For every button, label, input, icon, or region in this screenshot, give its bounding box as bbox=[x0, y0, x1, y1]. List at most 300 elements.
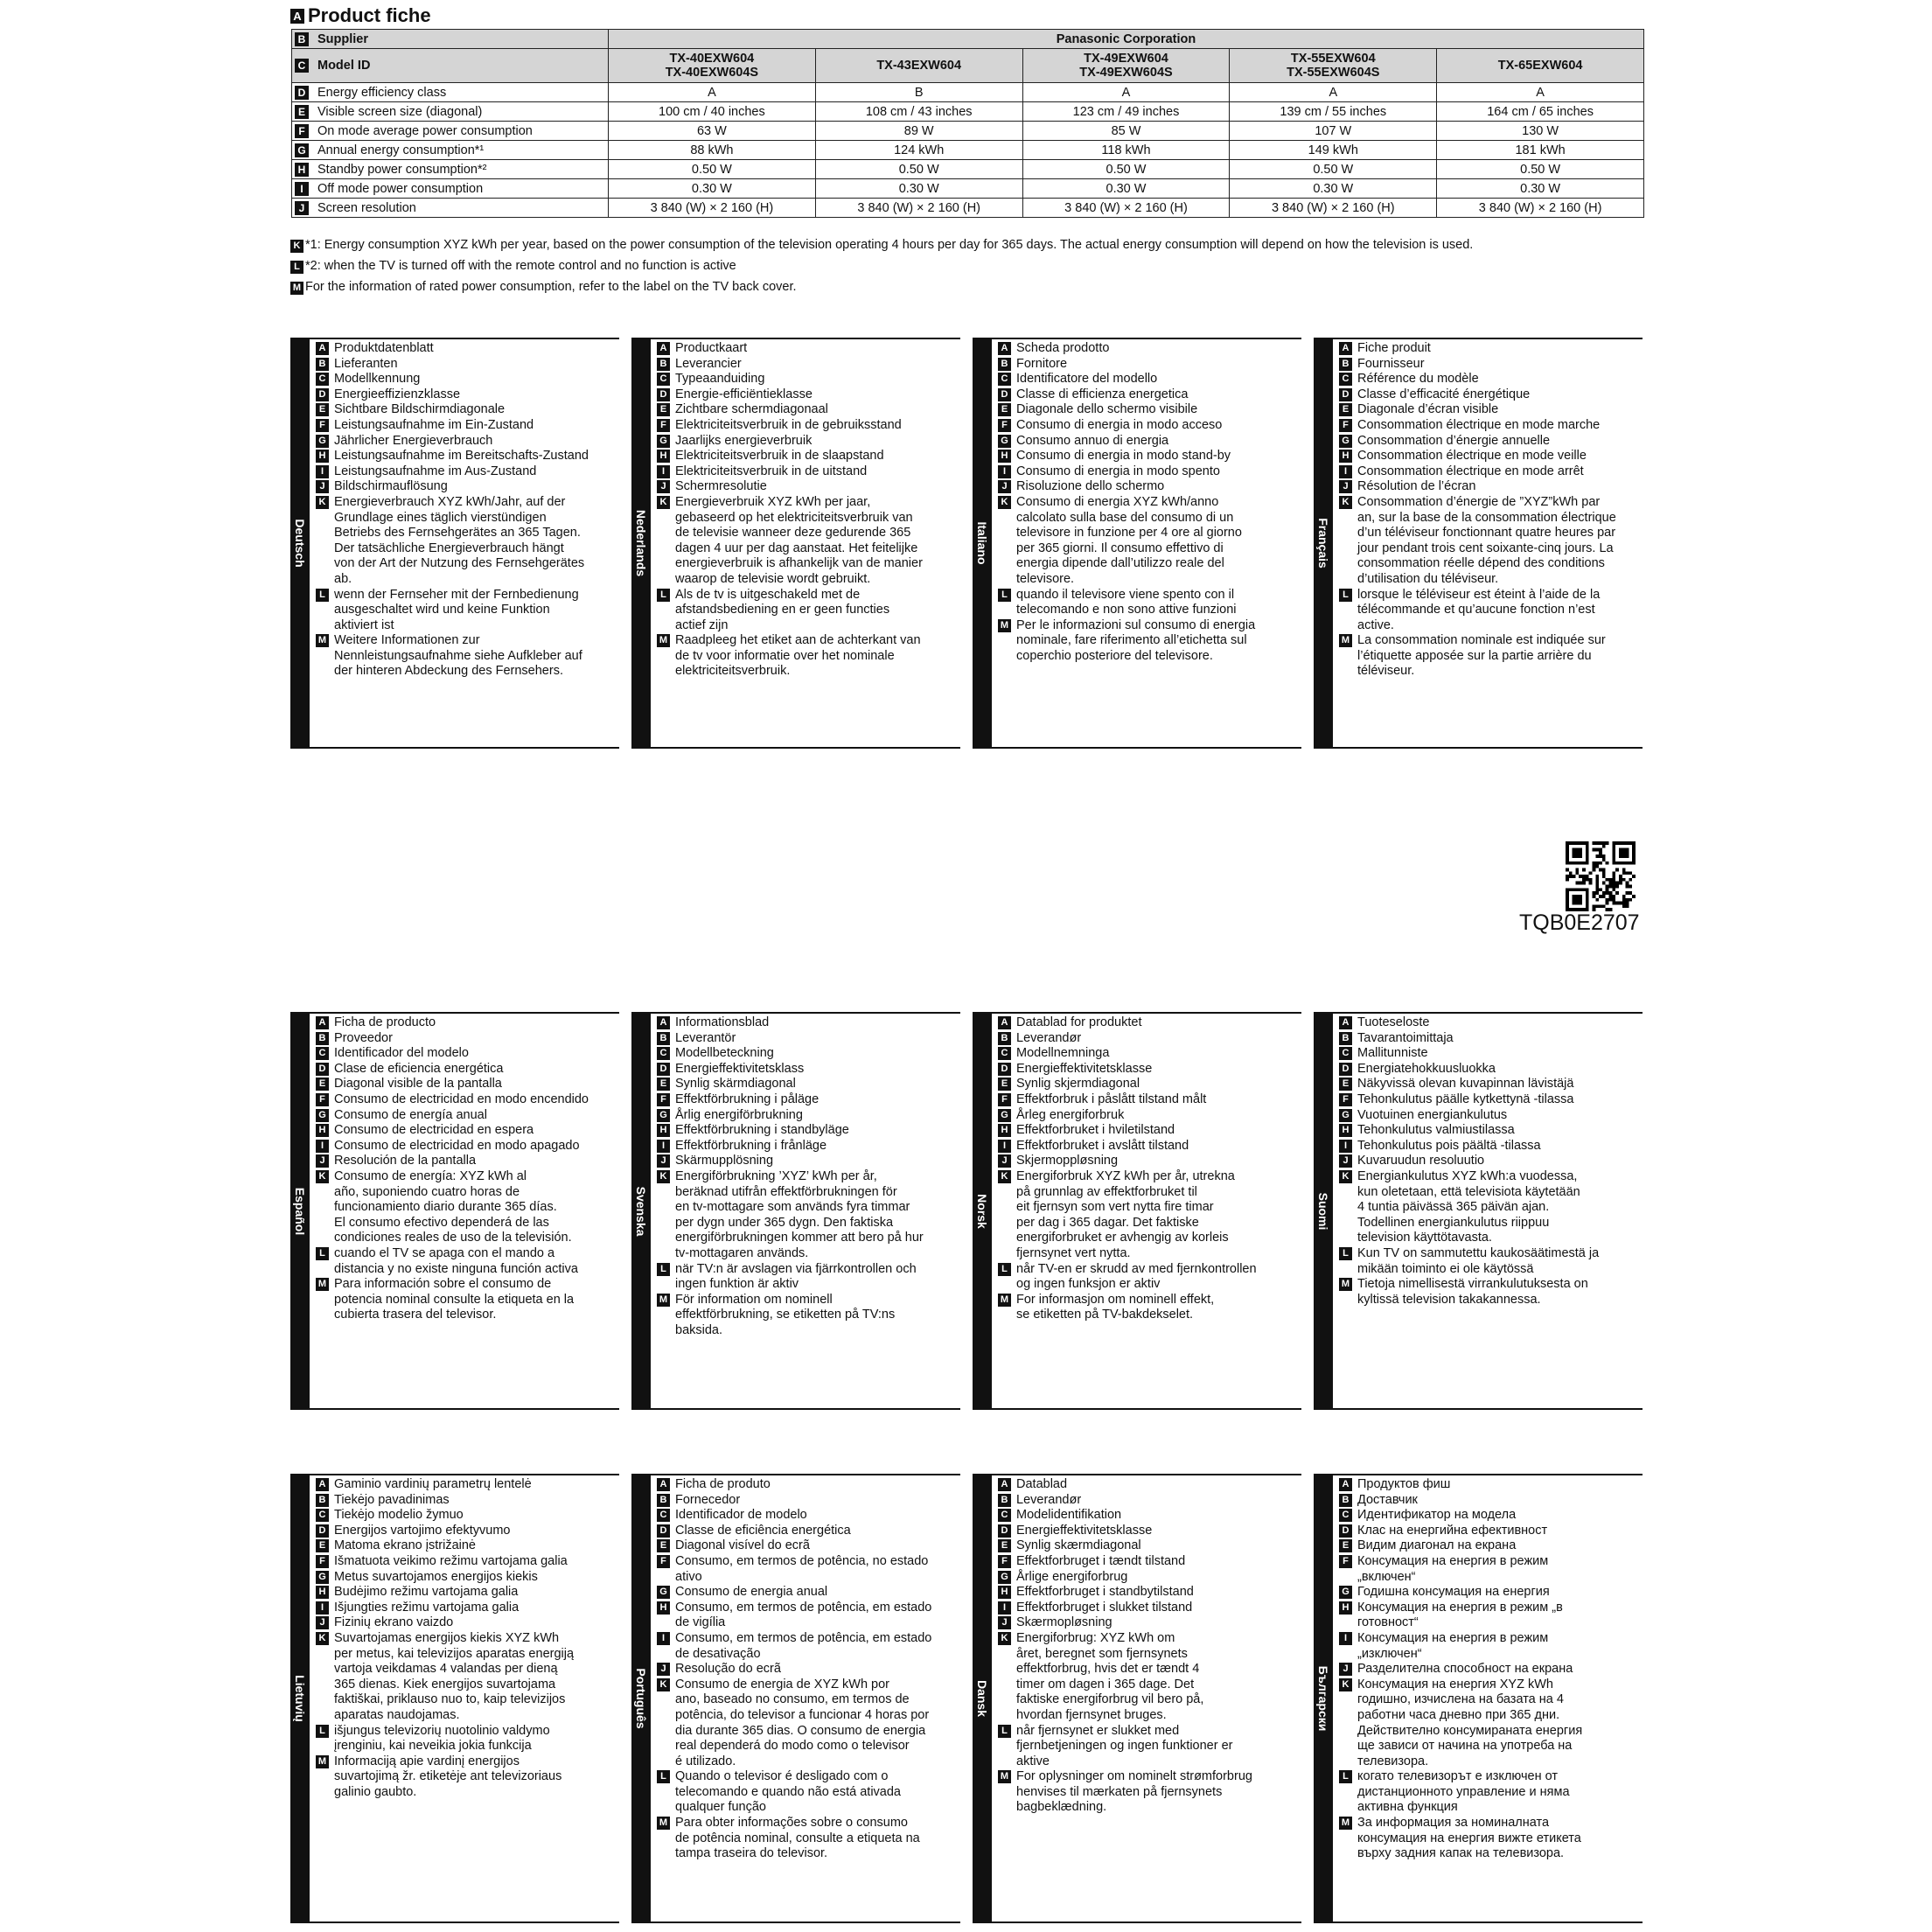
letter-badge: B bbox=[657, 358, 670, 371]
list-item bbox=[1339, 372, 1641, 387]
language-block-français bbox=[1314, 338, 1643, 749]
model-id-cell bbox=[1022, 49, 1230, 83]
model-id: TX-49EXW604S bbox=[1079, 66, 1173, 80]
letter-badge: M bbox=[316, 634, 329, 647]
item-text: Årleg energiforbruk bbox=[1016, 1107, 1125, 1122]
language-name: Nederlands bbox=[634, 509, 648, 577]
footnote-text: For the information of rated power consumption, refer to the label on the TV back cover. bbox=[305, 280, 797, 294]
item-text: Consumo de energia anual bbox=[675, 1585, 828, 1600]
document-code: TQB0E2707 bbox=[1519, 910, 1640, 935]
letter-badge: L bbox=[316, 1247, 329, 1260]
language-items bbox=[316, 1015, 617, 1323]
letter-badge: I bbox=[998, 465, 1011, 478]
item-text: Energijos vartojimo efektyvumo bbox=[334, 1523, 511, 1538]
list-item bbox=[657, 1123, 959, 1139]
item-text: Elektriciteitsverbruik in de gebruiksstand bbox=[675, 417, 902, 432]
letter-badge: L bbox=[316, 1725, 329, 1738]
letter-badge: K bbox=[316, 1170, 329, 1183]
item-text: Tiekėjo modelio žymuo bbox=[334, 1508, 464, 1523]
item-text: Energiforbruk XYZ kWh per år, utrekna på grunnlag av effektforbruket til eit fjernsyn som vert nytta fire timar per dag i 365 dagar. Det faktiske energiforbruket er avhengig av korleis fjernsynet vert nytta. bbox=[1016, 1168, 1235, 1260]
model-id-cell bbox=[609, 49, 816, 83]
list-item bbox=[657, 1169, 959, 1262]
letter-badge: E bbox=[1339, 1078, 1352, 1091]
language-sidebar bbox=[290, 338, 310, 749]
supplier-value: Panasonic Corporation bbox=[609, 30, 1644, 49]
letter-badge: F bbox=[1339, 1555, 1352, 1568]
list-item bbox=[316, 1724, 617, 1754]
list-item bbox=[998, 1769, 1300, 1816]
list-item bbox=[998, 1570, 1300, 1586]
letter-badge: G bbox=[657, 1109, 670, 1122]
letter-badge: E bbox=[316, 1078, 329, 1091]
letter-badge: H bbox=[295, 163, 309, 177]
letter-badge: G bbox=[1339, 1109, 1352, 1122]
list-item bbox=[998, 1123, 1300, 1139]
letter-badge: D bbox=[316, 1524, 329, 1538]
letter-badge: H bbox=[657, 450, 670, 463]
language-sidebar bbox=[973, 1474, 992, 1923]
letter-badge: K bbox=[998, 496, 1011, 509]
language-name: Български bbox=[1316, 1665, 1330, 1732]
item-text: Consumo, em termos de potência, no estado ativo bbox=[675, 1553, 929, 1584]
list-item bbox=[657, 479, 959, 495]
item-text: Årlig energiförbrukning bbox=[675, 1107, 803, 1122]
letter-badge: E bbox=[998, 1539, 1011, 1552]
letter-badge: I bbox=[316, 465, 329, 478]
list-item bbox=[316, 1169, 617, 1246]
letter-badge: D bbox=[998, 388, 1011, 401]
letter-badge: E bbox=[295, 105, 309, 119]
model-id: TX-43EXW604 bbox=[876, 59, 962, 73]
letter-badge: C bbox=[998, 1047, 1011, 1060]
language-block-italiano bbox=[973, 338, 1301, 749]
item-text: Effektförbrukning i påläge bbox=[675, 1092, 820, 1106]
item-text: Proveedor bbox=[334, 1030, 393, 1045]
list-item bbox=[657, 1108, 959, 1124]
list-item bbox=[1339, 1816, 1641, 1862]
list-item bbox=[1339, 495, 1641, 588]
letter-badge: B bbox=[998, 1032, 1011, 1045]
letter-badge: J bbox=[998, 1616, 1011, 1629]
item-text: Datablad for produktet bbox=[1016, 1015, 1142, 1029]
list-item bbox=[316, 372, 617, 387]
language-items bbox=[998, 1015, 1300, 1323]
letter-badge: H bbox=[316, 450, 329, 463]
divider bbox=[651, 1408, 960, 1410]
item-text: Näkyvissä olevan kuvapinnan lävistäjä bbox=[1357, 1077, 1574, 1092]
divider bbox=[310, 747, 619, 749]
model-id: TX-55EXW604 bbox=[1290, 52, 1376, 66]
letter-badge: D bbox=[1339, 388, 1352, 401]
letter-badge: C bbox=[316, 373, 329, 386]
letter-badge: L bbox=[657, 1770, 670, 1783]
list-item bbox=[998, 618, 1300, 665]
list-item bbox=[657, 449, 959, 464]
letter-badge: L bbox=[1339, 589, 1352, 602]
letter-badge: E bbox=[998, 403, 1011, 416]
row-label bbox=[292, 102, 609, 122]
row-label bbox=[292, 30, 609, 49]
item-text: Skjermoppløsning bbox=[1016, 1154, 1119, 1168]
letter-badge: A bbox=[998, 342, 1011, 355]
letter-badge: L bbox=[998, 1725, 1011, 1738]
letter-badge: F bbox=[295, 124, 309, 138]
letter-badge: J bbox=[657, 1663, 670, 1676]
list-item bbox=[316, 1108, 617, 1124]
list-item bbox=[657, 1031, 959, 1047]
model-id: TX-40EXW604 bbox=[669, 52, 755, 66]
row-label bbox=[292, 83, 609, 102]
list-item bbox=[998, 479, 1300, 495]
item-text: Matoma ekrano įstrižainė bbox=[334, 1538, 476, 1553]
item-text: Išjungties režimu vartojama galia bbox=[334, 1600, 520, 1615]
letter-badge: G bbox=[295, 143, 309, 157]
letter-badge: D bbox=[657, 388, 670, 401]
item-text: Консумация на енергия в режим „в готовност“ bbox=[1357, 1600, 1563, 1630]
divider bbox=[1333, 338, 1643, 339]
list-item bbox=[316, 434, 617, 450]
divider bbox=[1333, 1012, 1643, 1014]
item-text: Effektforbruk i påslått tilstand målt bbox=[1016, 1092, 1207, 1106]
table-cell: 3 840 (W) × 2 160 (H) bbox=[1022, 199, 1230, 218]
list-item bbox=[1339, 633, 1641, 680]
letter-badge: K bbox=[1339, 496, 1352, 509]
letter-badge: D bbox=[1339, 1063, 1352, 1076]
item-text: Консумация на енергия в режим „включен“ bbox=[1357, 1553, 1549, 1584]
divider bbox=[992, 338, 1301, 339]
item-text: За информация за номиналната консумация на енергия вижте етикета върху задния капак на телевизора. bbox=[1357, 1816, 1581, 1861]
list-item bbox=[998, 1077, 1300, 1092]
item-text: Ficha de producto bbox=[334, 1015, 436, 1029]
list-item bbox=[998, 1139, 1300, 1154]
list-item bbox=[316, 357, 617, 373]
list-item bbox=[1339, 1662, 1641, 1677]
item-text: Consumo di energia in modo spento bbox=[1016, 464, 1220, 478]
item-text: För information om nominell effektförbrukning, se etiketten på TV:ns baksida. bbox=[675, 1292, 896, 1337]
letter-badge: H bbox=[1339, 1601, 1352, 1615]
list-item bbox=[1339, 1015, 1641, 1031]
item-text: Suvartojamas energijos kiekis XYZ kWh per metus, kai televizijos aparatas energiją vartoja veikdamas 4 valandas per dieną 365 dienas. Kiek energijos suvartojama faktiškai, priklauso nuo to, kaip televizijos aparatas naudojamas. bbox=[334, 1630, 575, 1722]
letter-badge: A bbox=[316, 1478, 329, 1491]
item-text: Référence du modèle bbox=[1357, 372, 1479, 387]
table-cell: 3 840 (W) × 2 160 (H) bbox=[1437, 199, 1644, 218]
table-cell: 100 cm / 40 inches bbox=[609, 102, 816, 122]
item-text: Effektforbruget i slukket tilstand bbox=[1016, 1600, 1193, 1615]
list-item bbox=[1339, 341, 1641, 357]
language-sidebar bbox=[290, 1012, 310, 1410]
language-name: Norsk bbox=[975, 1193, 989, 1229]
item-text: Leverancier bbox=[675, 356, 742, 371]
list-item bbox=[657, 633, 959, 680]
language-items bbox=[657, 341, 959, 680]
letter-badge: C bbox=[1339, 373, 1352, 386]
supplier-label: Supplier bbox=[317, 31, 369, 46]
product-fiche-title bbox=[290, 5, 431, 26]
letter-badge: M bbox=[1339, 1278, 1352, 1291]
letter-badge: I bbox=[1339, 1140, 1352, 1153]
item-text: Scheda prodotto bbox=[1016, 341, 1110, 355]
letter-badge: M bbox=[657, 1817, 670, 1830]
row-label bbox=[292, 199, 609, 218]
letter-badge: B bbox=[316, 1494, 329, 1507]
language-items bbox=[998, 341, 1300, 664]
item-text: Consumo di energia in modo acceso bbox=[1016, 417, 1223, 432]
list-item bbox=[316, 1601, 617, 1616]
table-row bbox=[292, 83, 1644, 102]
item-text: Доставчик bbox=[1357, 1492, 1418, 1507]
list-item bbox=[657, 1508, 959, 1524]
letter-badge: C bbox=[316, 1509, 329, 1522]
list-item bbox=[316, 449, 617, 464]
list-item bbox=[316, 1615, 617, 1631]
item-text: Budėjimo režimu vartojama galia bbox=[334, 1585, 519, 1600]
letter-badge: I bbox=[657, 465, 670, 478]
letter-badge: F bbox=[316, 1093, 329, 1106]
list-item bbox=[657, 1554, 959, 1585]
letter-badge: M bbox=[316, 1755, 329, 1768]
item-text: Schermresolutie bbox=[675, 479, 767, 494]
item-text: Energieffektivitetsklasse bbox=[1016, 1061, 1153, 1076]
language-name: Português bbox=[634, 1668, 648, 1729]
list-item bbox=[998, 1615, 1300, 1631]
table-cell: 3 840 (W) × 2 160 (H) bbox=[1230, 199, 1437, 218]
list-item bbox=[316, 588, 617, 634]
letter-badge: M bbox=[290, 282, 303, 295]
language-items bbox=[1339, 341, 1641, 680]
table-row bbox=[292, 141, 1644, 160]
letter-badge: M bbox=[998, 619, 1011, 632]
letter-badge: E bbox=[1339, 1539, 1352, 1552]
list-item bbox=[316, 1246, 617, 1277]
table-row bbox=[292, 102, 1644, 122]
list-item bbox=[657, 402, 959, 418]
letter-badge: C bbox=[295, 59, 309, 73]
letter-badge: I bbox=[998, 1601, 1011, 1615]
table-row bbox=[292, 199, 1644, 218]
list-item bbox=[1339, 1139, 1641, 1154]
item-text: Metus suvartojamos energijos kiekis bbox=[334, 1569, 538, 1584]
letter-badge: G bbox=[316, 435, 329, 448]
letter-badge: K bbox=[998, 1632, 1011, 1645]
divider bbox=[1333, 747, 1643, 749]
list-item bbox=[1339, 1046, 1641, 1062]
letter-badge: J bbox=[1339, 1154, 1352, 1168]
letter-badge: M bbox=[998, 1294, 1011, 1307]
list-item bbox=[1339, 1493, 1641, 1509]
language-sidebar bbox=[1314, 1474, 1333, 1923]
list-item bbox=[998, 341, 1300, 357]
letter-badge: I bbox=[1339, 1632, 1352, 1645]
item-text: Kuvaruudun resoluutio bbox=[1357, 1154, 1485, 1168]
list-item bbox=[998, 1585, 1300, 1601]
list-item bbox=[998, 1031, 1300, 1047]
language-sidebar bbox=[973, 338, 992, 749]
list-item bbox=[1339, 387, 1641, 403]
item-text: Effektförbrukning i frånläge bbox=[675, 1138, 827, 1153]
item-text: lorsque le téléviseur est éteint à l’aide de la télécommande et qu’aucune fonction n’est active. bbox=[1357, 587, 1601, 632]
list-item bbox=[1339, 1169, 1641, 1246]
item-text: Leverandør bbox=[1016, 1492, 1082, 1507]
list-item bbox=[1339, 1123, 1641, 1139]
letter-badge: L bbox=[657, 589, 670, 602]
item-text: Identificador de modelo bbox=[675, 1508, 807, 1523]
item-text: Classe d’efficacité énergétique bbox=[1357, 387, 1531, 401]
list-item bbox=[657, 495, 959, 588]
item-text: Клас на енергийна ефективност bbox=[1357, 1523, 1548, 1538]
language-sidebar bbox=[1314, 338, 1333, 749]
letter-badge: M bbox=[1339, 634, 1352, 647]
letter-badge: A bbox=[657, 1478, 670, 1491]
list-item bbox=[1339, 357, 1641, 373]
item-text: Diagonal visível do ecrã bbox=[675, 1538, 810, 1553]
footnote-text: *1: Energy consumption XYZ kWh per year, based on the power consumption of the television operating 4 hours per day for 365 days. The actual energy consumption will depend on how the television is used. bbox=[305, 238, 1474, 252]
letter-badge: B bbox=[316, 1032, 329, 1045]
list-item bbox=[316, 1154, 617, 1169]
list-item bbox=[316, 479, 617, 495]
letter-badge: H bbox=[998, 1124, 1011, 1137]
item-text: Tavarantoimittaja bbox=[1357, 1030, 1454, 1045]
item-text: išjungus televizorių nuotolinio valdymo įrenginiu, kai neveikia jokia funkcija bbox=[334, 1723, 550, 1754]
table-cell: 85 W bbox=[1022, 122, 1230, 141]
language-block-lietuvių bbox=[290, 1474, 619, 1923]
list-item bbox=[998, 1493, 1300, 1509]
letter-badge: F bbox=[657, 419, 670, 432]
letter-badge: F bbox=[998, 1555, 1011, 1568]
list-item bbox=[998, 495, 1300, 588]
letter-badge: F bbox=[657, 1093, 670, 1106]
list-item bbox=[998, 1524, 1300, 1539]
item-text: Vuotuinen energiankulutus bbox=[1357, 1107, 1508, 1122]
list-item bbox=[316, 464, 617, 480]
item-text: Synlig skärmdiagonal bbox=[675, 1077, 796, 1092]
item-text: Ficha de produto bbox=[675, 1477, 771, 1491]
list-item bbox=[998, 1015, 1300, 1031]
list-item bbox=[316, 387, 617, 403]
list-item bbox=[657, 1816, 959, 1862]
item-text: Para obter informações sobre o consumo de potência nominal, consulte a etiqueta na tampa traseira do televisor. bbox=[675, 1816, 920, 1861]
item-text: Fornitore bbox=[1016, 356, 1068, 371]
list-item bbox=[1339, 1769, 1641, 1816]
list-item bbox=[657, 1262, 959, 1293]
letter-badge: D bbox=[998, 1524, 1011, 1538]
item-text: Raadpleeg het etiket aan de achterkant van de tv voor informatie over het nominale elektriciteitsverbruik. bbox=[675, 633, 921, 679]
letter-badge: B bbox=[657, 1494, 670, 1507]
letter-badge: K bbox=[657, 1170, 670, 1183]
item-text: Risoluzione dello schermo bbox=[1016, 479, 1165, 494]
letter-badge: C bbox=[998, 373, 1011, 386]
letter-badge: A bbox=[998, 1016, 1011, 1029]
item-text: Productkaart bbox=[675, 341, 748, 355]
item-text: Energiatehokkuusluokka bbox=[1357, 1061, 1496, 1076]
list-item bbox=[998, 1108, 1300, 1124]
item-text: Išmatuota veikimo režimu vartojama galia bbox=[334, 1553, 568, 1568]
letter-badge: F bbox=[316, 419, 329, 432]
letter-badge: F bbox=[1339, 419, 1352, 432]
item-text: Skärmupplösning bbox=[675, 1154, 774, 1168]
letter-badge: I bbox=[316, 1140, 329, 1153]
item-text: når TV-en er skrudd av med fjernkontrollen og ingen funksjon er aktiv bbox=[1016, 1261, 1257, 1292]
table-row-model bbox=[292, 49, 1644, 83]
letter-badge: H bbox=[657, 1601, 670, 1615]
letter-badge: G bbox=[998, 1571, 1011, 1584]
letter-badge: H bbox=[316, 1124, 329, 1137]
letter-badge: E bbox=[998, 1078, 1011, 1091]
model-id: TX-40EXW604S bbox=[665, 66, 759, 80]
letter-badge: G bbox=[1339, 1586, 1352, 1599]
letter-badge: M bbox=[1339, 1817, 1352, 1830]
letter-badge: F bbox=[1339, 1093, 1352, 1106]
language-sidebar bbox=[631, 1012, 651, 1410]
table-cell: 89 W bbox=[815, 122, 1022, 141]
item-text: Modellbeteckning bbox=[675, 1046, 774, 1061]
letter-badge: J bbox=[998, 1154, 1011, 1168]
item-text: når fjernsynet er slukket med fjernbetjeningen og ingen funktioner er aktive bbox=[1016, 1723, 1233, 1768]
language-sidebar bbox=[973, 1012, 992, 1410]
language-block-svenska bbox=[631, 1012, 960, 1410]
divider bbox=[992, 747, 1301, 749]
list-item bbox=[657, 1524, 959, 1539]
letter-badge: J bbox=[316, 1154, 329, 1168]
table-cell: A bbox=[1022, 83, 1230, 102]
list-item bbox=[998, 1092, 1300, 1108]
letter-badge: A bbox=[290, 9, 304, 24]
item-text: Energiforbrug: XYZ kWh om året, beregnet som fjernsynets effektforbrug, hvis det er tændt 4 timer om dagen i 365 dage. Det faktiske energiforbrug vil bero på, hvordan fjernsynet bruges. bbox=[1016, 1630, 1204, 1722]
letter-badge: K bbox=[998, 1170, 1011, 1183]
letter-badge: G bbox=[316, 1109, 329, 1122]
item-text: Consumo di energia in modo stand-by bbox=[1016, 449, 1231, 464]
list-item bbox=[657, 1015, 959, 1031]
letter-badge: B bbox=[316, 358, 329, 371]
item-text: Effektforbruget i tændt tilstand bbox=[1016, 1553, 1186, 1568]
letter-badge: B bbox=[998, 358, 1011, 371]
item-text: когато телевизорът е изключен от дистанционното управление и няма активна функция bbox=[1357, 1769, 1570, 1815]
item-text: Modelidentifikation bbox=[1016, 1508, 1122, 1523]
divider bbox=[992, 1408, 1301, 1410]
list-item bbox=[316, 1077, 617, 1092]
item-text: For informasjon om nominell effekt, se etiketten på TV-bakdekselet. bbox=[1016, 1292, 1215, 1322]
item-text: Clase de eficiencia energética bbox=[334, 1061, 504, 1076]
list-item bbox=[1339, 1677, 1641, 1770]
item-text: Elektriciteitsverbruik in de slaapstand bbox=[675, 449, 884, 464]
letter-badge: K bbox=[657, 1678, 670, 1691]
letter-badge: D bbox=[998, 1063, 1011, 1076]
item-text: Quando o televisor é desligado com o telecomando e quando não está ativada qualquer função bbox=[675, 1769, 901, 1815]
item-text: Informationsblad bbox=[675, 1015, 770, 1029]
divider bbox=[310, 1922, 619, 1923]
list-item bbox=[998, 1554, 1300, 1570]
item-text: Consumo de electricidad en modo encendido bbox=[334, 1092, 589, 1106]
table-cell: A bbox=[609, 83, 816, 102]
item-text: Kun TV on sammutettu kaukosäätimestä ja mikään toiminto ei ole käytössä bbox=[1357, 1245, 1600, 1276]
letter-badge: H bbox=[998, 450, 1011, 463]
table-cell: B bbox=[815, 83, 1022, 102]
letter-badge: L bbox=[290, 261, 303, 274]
letter-badge: B bbox=[1339, 358, 1352, 371]
letter-badge: L bbox=[316, 589, 329, 602]
language-block-português bbox=[631, 1474, 960, 1923]
row-label bbox=[292, 160, 609, 179]
list-item bbox=[316, 1493, 617, 1509]
row-label bbox=[292, 179, 609, 199]
letter-badge: F bbox=[316, 1555, 329, 1568]
letter-badge: J bbox=[657, 1154, 670, 1168]
list-item bbox=[1339, 588, 1641, 634]
model-id: TX-65EXW604 bbox=[1497, 59, 1583, 73]
letter-badge: B bbox=[1339, 1032, 1352, 1045]
list-item bbox=[316, 1754, 617, 1801]
item-text: Energieeffizienzklasse bbox=[334, 387, 461, 401]
list-item bbox=[1339, 434, 1641, 450]
